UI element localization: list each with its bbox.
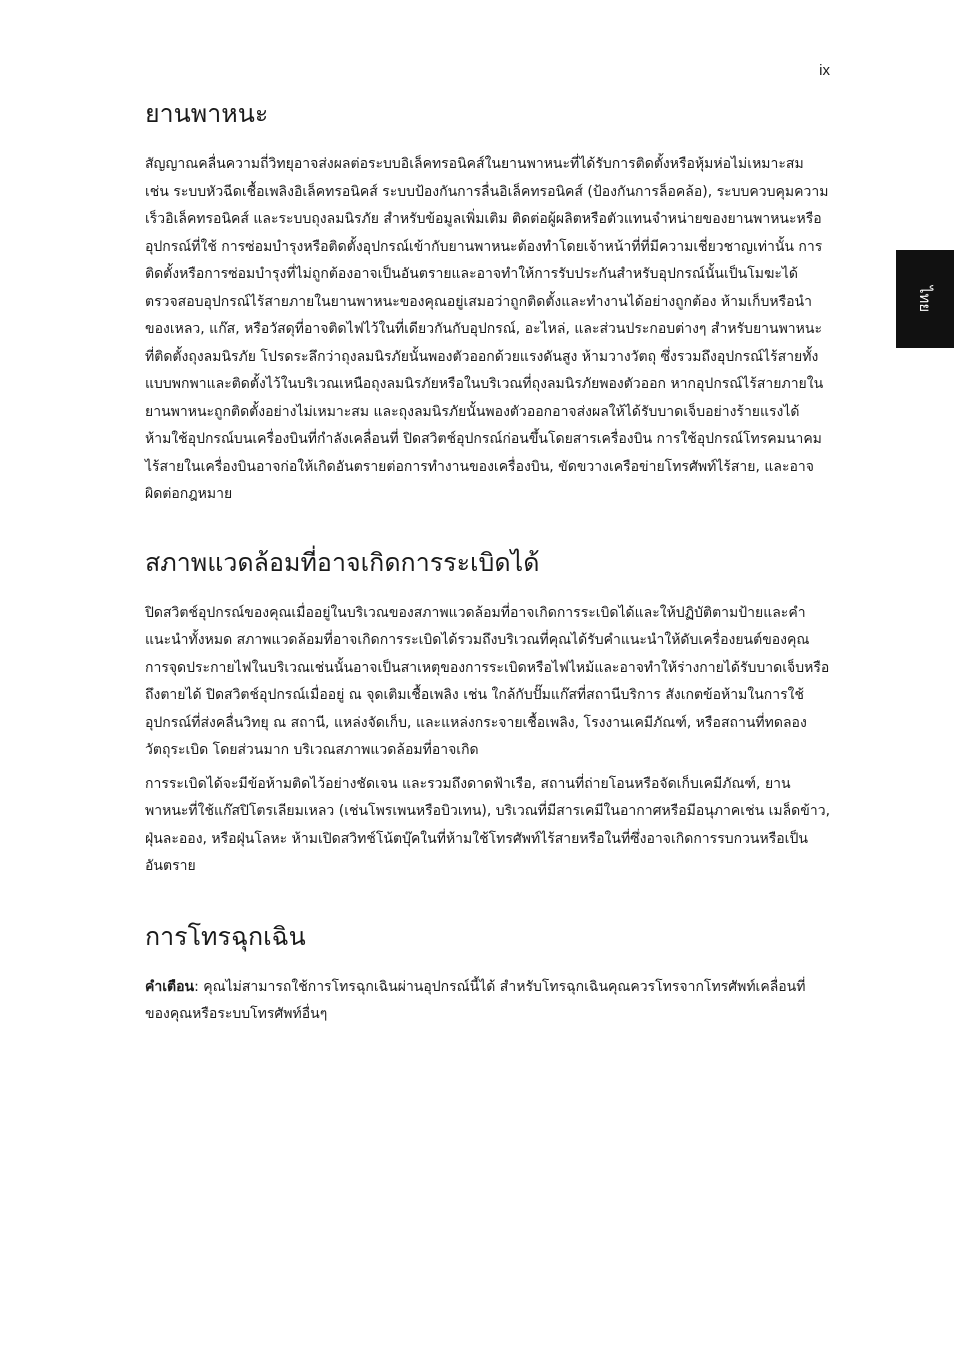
section-heading: การโทรฉุกเฉิน xyxy=(145,921,306,951)
language-tab-label: ไทย xyxy=(915,285,934,313)
section-explosive-environments xyxy=(145,545,830,881)
language-tab xyxy=(896,250,954,348)
section-paragraph: สัญญาณคลื่นความถี่วิทยุอาจส่งผลต่อระบบอิเล็คทรอนิคส์ในยานพาหนะที่ได้รับการติดตั้งหรือหุ้มห่อไม่เหมาะสม เช่น ระบบหัวฉีดเชื้อเพลิงอิเล็คทรอนิคส์ ระบบป้องกันการลื่นอิเล็คทรอนิคส์ (ป้องกันการล็อคล้อ), ระบบควบคุมความเร็วอิเล็คทรอนิคส์ และระบบถุงลมนิรภัย สำหรับข้อมูลเพิ่มเติม ติดต่อผู้ผลิตหรือตัวแทนจำหน่ายของยานพาหนะหรืออุปกรณ์ที่ใช้ การซ่อมบำรุงหรือติดตั้งอุปกรณ์เข้ากับยานพาหนะต้องทำโดยเจ้าหน้าที่ที่มีความเชี่ยวชาญเท่านั้น การติดตั้งหรือการซ่อมบำรุงที่ไม่ถูกต้องอาจเป็นอันตรายและอาจทำให้การรับประกันสำหรับอุปกรณ์นั้นเป็นโมฆะได้ ตรวจสอบอุปกรณ์ไร้สายภายในยานพาหนะของคุณอยู่เสมอว่าถูกติดตั้งและทำงานได้อย่างถูกต้อง ห้ามเก็บหรือนำของเหลว, แก๊ส, หรือวัสดุที่อาจติดไฟไว้ในที่เดียวกันกับอุปกรณ์, อะไหล่, และส่วนประกอบต่างๆ สำหรับยานพาหนะที่ติดตั้งถุงลมนิรภัย โปรดระลึกว่าถุงลมนิรภัยนั้นพองตัวออกด้วยแรงดันสูง ห้ามวางวัตถุ ซึ่งรวมถึงอุปกรณ์ไร้สายทั้งแบบพกพาและติดตั้งไว้ในบริเวณเหนือถุงลมนิรภัยหรือในบริเวณที่ถุงลมนิรภัยพองตัวออก หากอุปกรณ์ไร้สายภายในยานพาหนะถูกติดตั้งอย่างไม่เหมาะสม และถุงลมนิรภัยนั้นพองตัวออกอาจส่งผลให้ได้รับบาดเจ็บอย่างร้ายแรงได้ ห้ามใช้อุปกรณ์บนเครื่องบินที่กำลังเคลื่อนที่ ปิดสวิตช์อุปกรณ์ก่อนขึ้นโดยสารเครื่องบิน การใช้อุปกรณ์โทรคมนาคมไร้สายในเครื่องบินอาจก่อให้เกิดอันตรายต่อการทำงานของเครื่องบิน, ขัดขวางเครือข่ายโทรศัพท์ไร้สาย, และอาจผิดต่อกฎหมาย xyxy=(145,156,829,502)
page-number: ix xyxy=(819,62,830,79)
section-paragraph: ปิดสวิตช์อุปกรณ์ของคุณเมื่ออยู่ในบริเวณของสภาพแวดล้อมที่อาจเกิดการระเบิดได้และให้ปฏิบัติตามป้ายและคำแนะนำทั้งหมด สภาพแวดล้อมที่อาจเกิดการระเบิดได้รวมถึงบริเวณที่คุณได้รับคำแนะนำให้ดับเครื่องยนต์ของคุณ การจุดประกายไฟในบริเวณเช่นนั้นอาจเป็นสาเหตุของการระเบิดหรือไฟไหม้และอาจทำให้ร่างกายได้รับบาดเจ็บหรือถึงตายได้ ปิดสวิตช์อุปกรณ์เมื่ออยู่ ณ จุดเติมเชื้อเพลิง เช่น ใกล้กับปั๊มแก๊สที่สถานีบริการ สังเกตข้อห้ามในการใช้อุปกรณ์ที่ส่งคลื่นวิทยุ ณ สถานี, แหล่งจัดเก็บ, และแหล่งกระจายเชื้อเพลิง, โรงงานเคมีภัณฑ์, หรือสถานที่ทดลองวัตถุระเบิด โดยส่วนมาก บริเวณสภาพแวดล้อมที่อาจเกิด xyxy=(145,604,830,758)
section-heading: สภาพแวดล้อมที่อาจเกิดการระเบิดได้ xyxy=(145,547,540,577)
section-emergency-calls xyxy=(145,919,830,1029)
warning-text: : คุณไม่สามารถใช้การโทรฉุกเฉินผ่านอุปกรณ์นี้ได้ สำหรับโทรฉุกเฉินคุณควรโทรจากโทรศัพท์เคลื่อนที่ของคุณหรือระบบโทรศัพท์อื่นๆ xyxy=(145,978,806,1022)
section-paragraph: การระเบิดได้จะมีข้อห้ามติดไว้อย่างชัดเจน และรวมถึงดาดฟ้าเรือ, สถานที่ถ่ายโอนหรือจัดเก็บเคมีภัณฑ์, ยานพาหนะที่ใช้แก๊สปิโตรเลียมเหลว (เช่นโพรเพนหรือบิวเทน), บริเวณที่มีสารเคมีในอากาศหรือมีอนุภาคเช่น เมล็ดข้าว, ฝุ่นละออง, หรือฝุ่นโลหะ ห้ามเปิดสวิทช์โน้ตบุ๊คในที่ห้ามใช้โทรศัพท์ไร้สายหรือในที่ซึ่งอาจเกิดการรบกวนหรือเป็นอันตราย xyxy=(145,775,831,874)
warning-label: คำเตือน xyxy=(145,978,195,995)
section-vehicles xyxy=(145,96,830,509)
warning-paragraph xyxy=(145,974,830,1029)
section-heading: ยานพาหนะ xyxy=(145,99,269,128)
document-body xyxy=(145,96,830,1029)
